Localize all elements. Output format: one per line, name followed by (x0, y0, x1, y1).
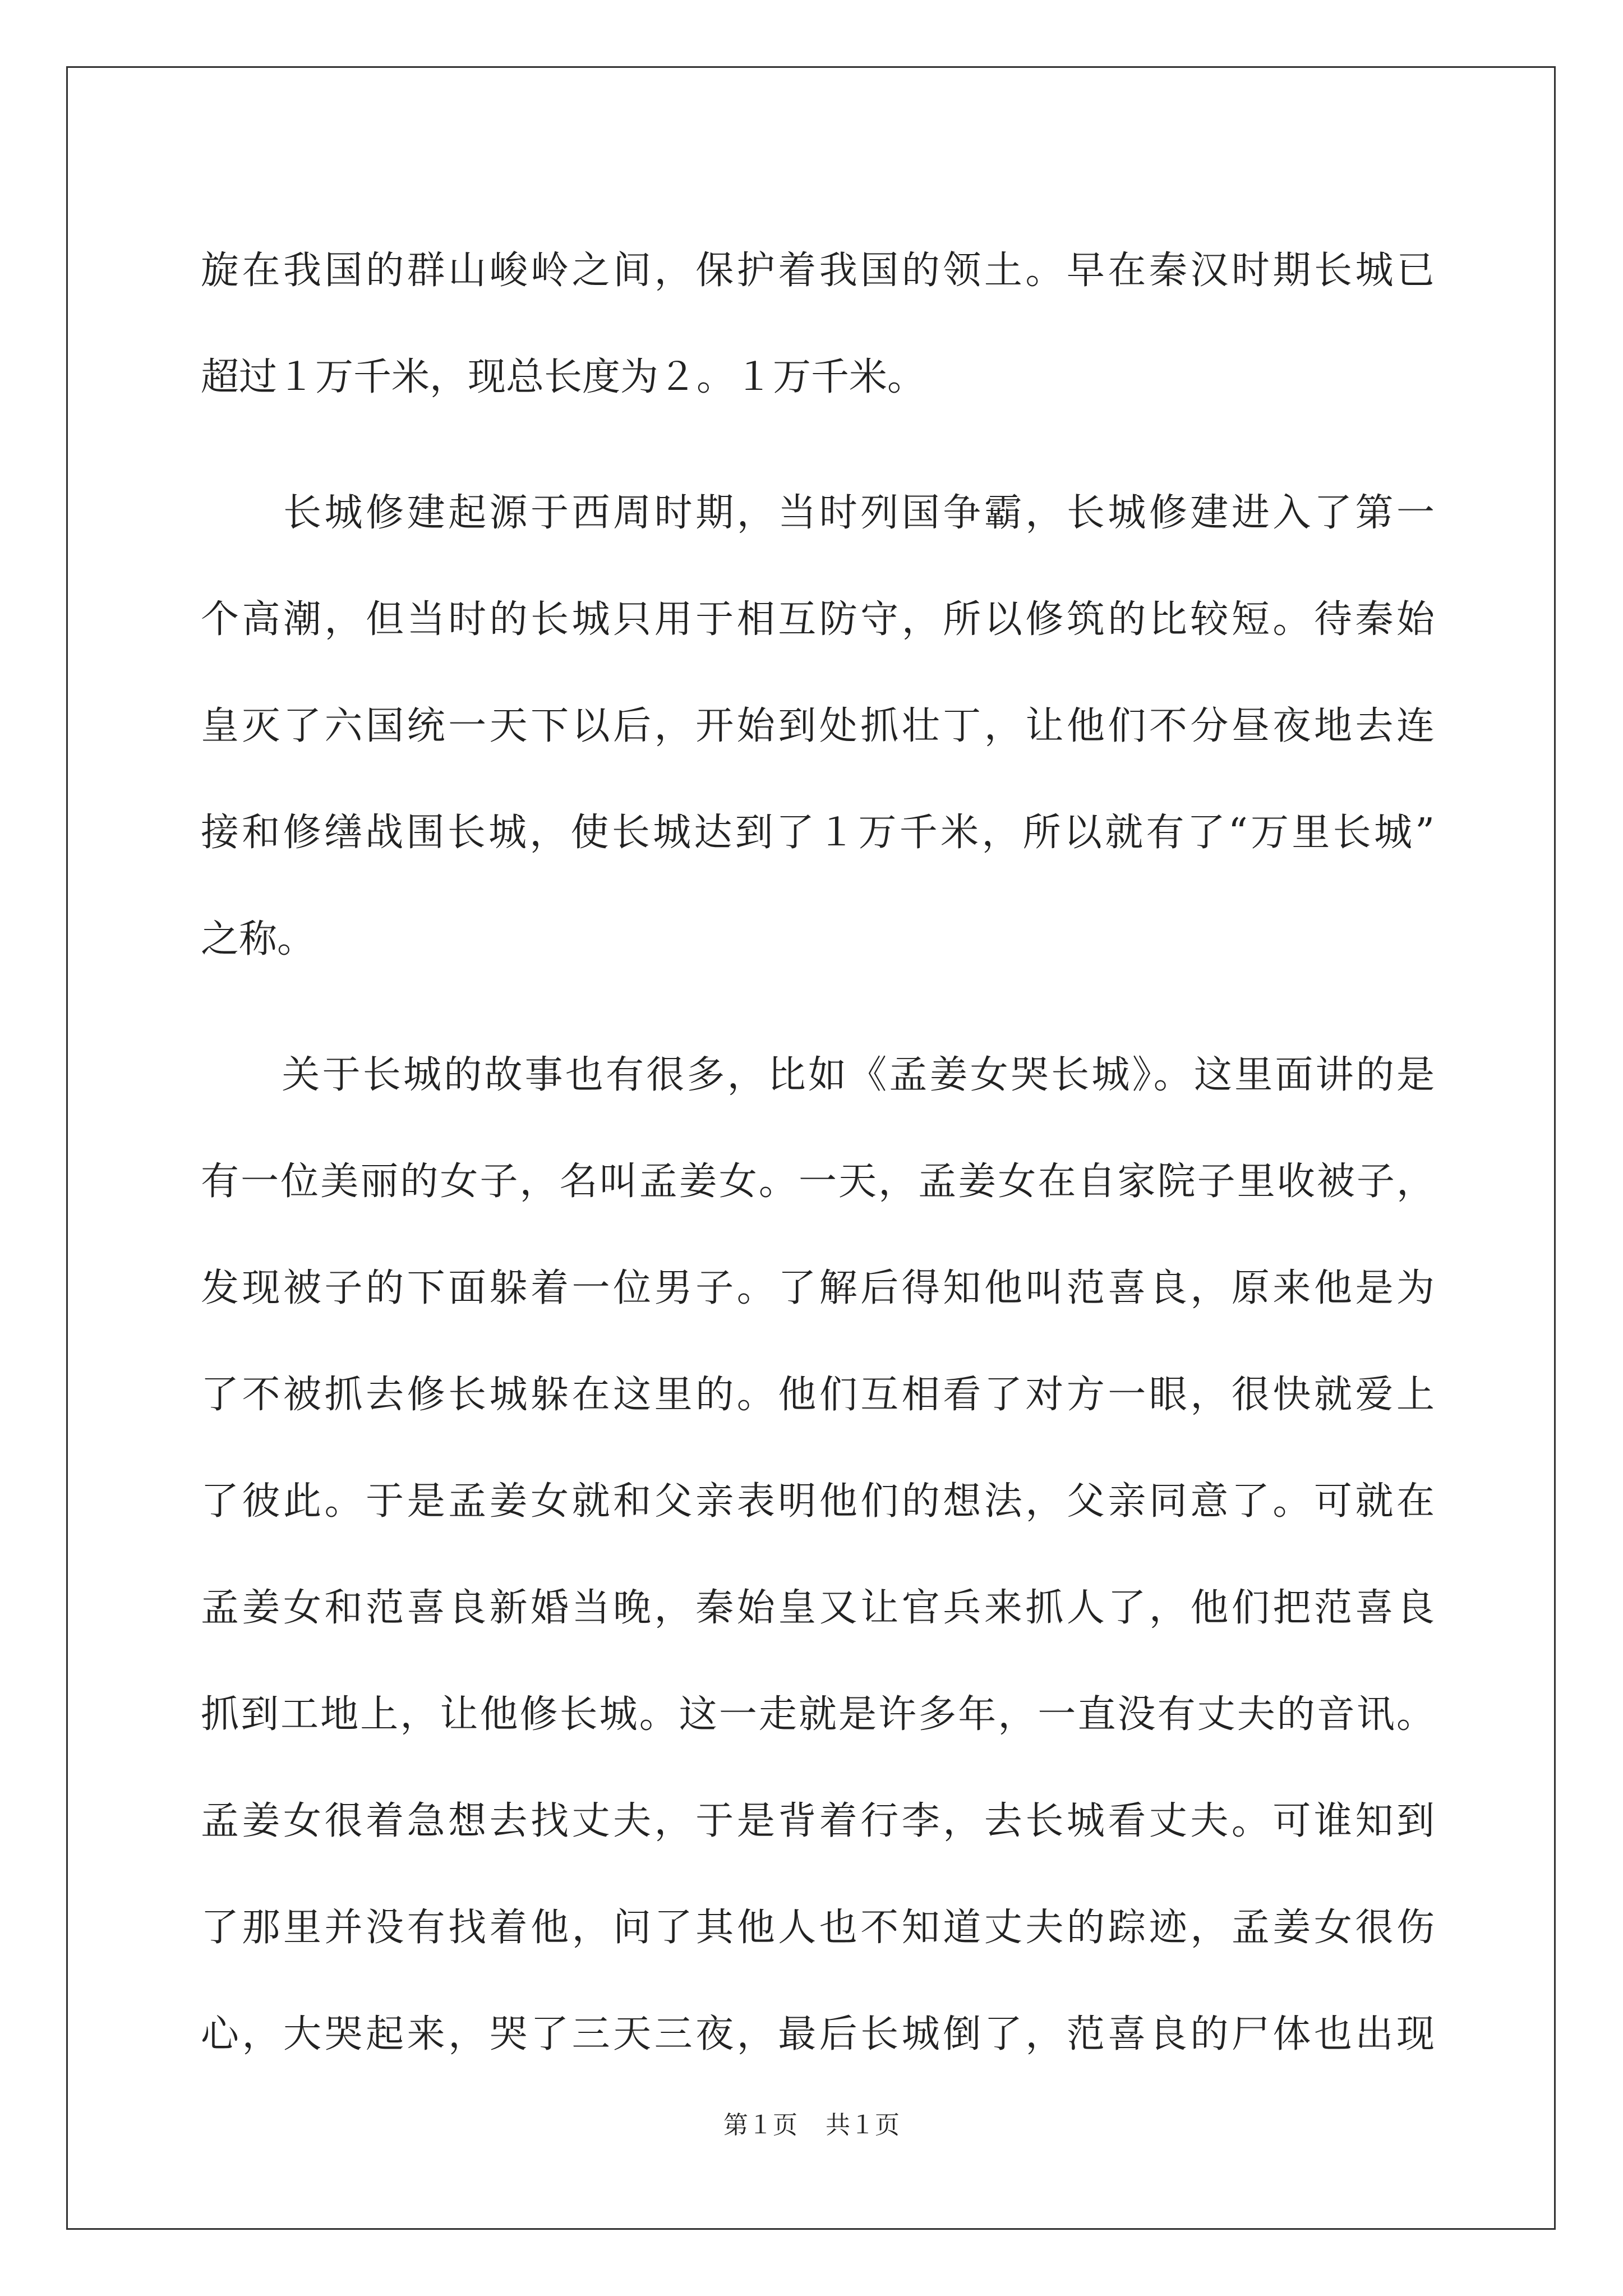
text-line: 长城修建起源于西周时期，当时列国争霸，长城修建进入了第一 (201, 491, 1435, 535)
text-line: 孟姜女和范喜良新婚当晚，秦始皇又让官兵来抓人了，他们把范喜良 (201, 1586, 1435, 1630)
text-line: 旋在我国的群山峻岭之间，保护着我国的领土。早在秦汉时期长城已 (201, 249, 1435, 293)
text-line: 了不被抓去修长城躲在这里的。他们互相看了对方一眼，很快就爱上 (201, 1373, 1435, 1417)
text-line: 了彼此。于是孟姜女就和父亲表明他们的想法，父亲同意了。可就在 (201, 1479, 1435, 1524)
text-line: 超过１万千米，现总长度为２。１万千米。 (201, 355, 926, 399)
paragraph-3 (201, 1022, 1435, 2088)
text-line: 发现被子的下面躲着一位男子。了解后得知他叫范喜良，原来他是为 (201, 1266, 1435, 1310)
document-body (201, 218, 1435, 2088)
text-line: 关于长城的故事也有很多，比如《孟姜女哭长城》。这里面讲的是 (201, 1053, 1435, 1097)
page-number: 第１页 (723, 2111, 797, 2139)
text-line: 了那里并没有找着他，问了其他人也不知道丈夫的踪迹，孟姜女很伤 (201, 1906, 1435, 1950)
text-line: 个高潮，但当时的长城只用于相互防守，所以修筑的比较短。待秦始 (201, 597, 1435, 642)
text-line: 接和修缮战围长城，使长城达到了１万千米，所以就有了“万里长城” (201, 811, 1435, 855)
text-line: 皇灭了六国统一天下以后，开始到处抓壮丁，让他们不分昼夜地去连 (201, 704, 1435, 748)
text-line: 有一位美丽的女子，名叫孟姜女。一天，孟姜女在自家院子里收被子， (201, 1159, 1435, 1204)
text-line: 孟姜女很着急想去找丈夫，于是背着行李，去长城看丈夫。可谁知到 (201, 1799, 1435, 1843)
text-line: 心，大哭起来，哭了三天三夜，最后长城倒了，范喜良的尸体也出现 (201, 2012, 1435, 2056)
page-total: 共１页 (826, 2111, 900, 2139)
page-footer (0, 2105, 1623, 2141)
paragraph-1 (201, 218, 1435, 431)
paragraph-2 (201, 460, 1435, 993)
text-line: 之称。 (201, 917, 316, 961)
text-line: 抓到工地上，让他修长城。这一走就是许多年，一直没有丈夫的音讯。 (201, 1692, 1435, 1737)
